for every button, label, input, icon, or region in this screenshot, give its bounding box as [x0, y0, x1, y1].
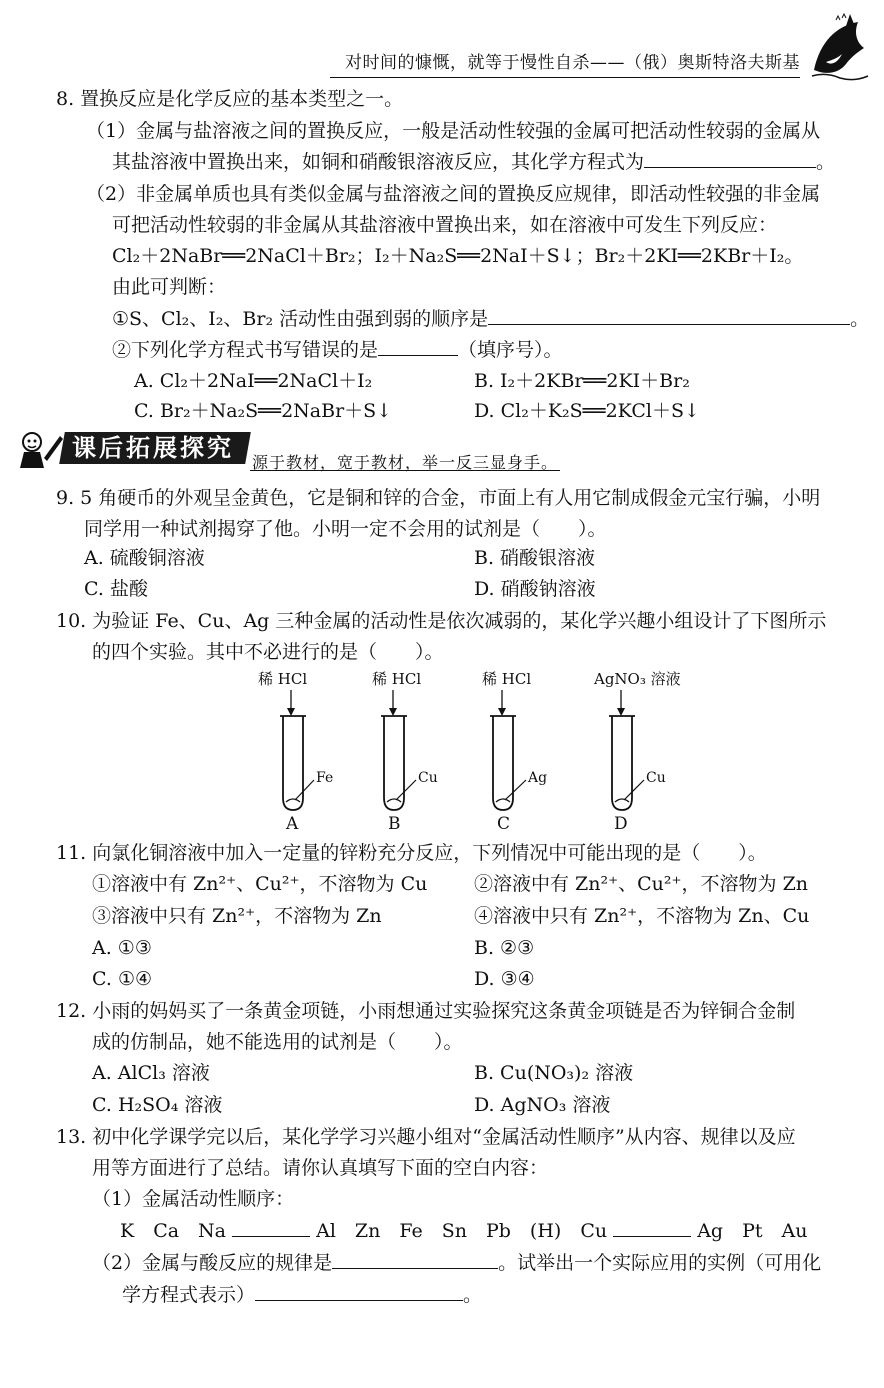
metal-label: Cu: [418, 770, 438, 786]
tube-b: [350, 668, 460, 838]
q12-line1: 12. 小雨的妈妈买了一条黄金项链，小雨想通过实验探究这条黄金项链是否为锌铜合金制: [56, 1000, 796, 1022]
reagent-label: 稀 HCl: [482, 670, 532, 688]
q11-line1: 11. 向氯化铜溶液中加入一定量的锌粉充分反应，下列情况中可能出现的是（ ）。: [56, 842, 767, 864]
q8-option-c[interactable]: C. Br₂＋Na₂S══2NaBr＋S↓: [134, 400, 393, 422]
answer-blank[interactable]: [613, 1218, 691, 1237]
section-subtitle: 源于教材，宽于教材，举一反三显身手。: [252, 453, 559, 472]
q11-option-a[interactable]: A. ①③: [92, 937, 152, 959]
test-tube-icon: [458, 686, 568, 816]
header-quote: 对时间的慷慨，就等于慢性自杀——（俄）奥斯特洛夫斯基: [330, 48, 800, 78]
tube-label: B: [388, 814, 401, 834]
pencil-figure-icon: [14, 428, 64, 470]
reagent-label: 稀 HCl: [372, 670, 422, 688]
q9-option-b[interactable]: B. 硝酸银溶液: [474, 547, 596, 569]
section-title: 课后拓展探究: [59, 432, 251, 464]
q8-sub2: ②下列化学方程式书写错误的是 （填序号）。: [112, 339, 563, 361]
q11-option-c[interactable]: C. ①④: [92, 968, 153, 990]
q11-condition-1: ①溶液中有 Zn²⁺、Cu²⁺，不溶物为 Cu: [92, 873, 428, 895]
orca-icon: [806, 12, 872, 82]
test-tube-icon: [576, 686, 686, 816]
tube-label: D: [614, 814, 628, 834]
tube-a: [250, 668, 360, 838]
q10-line1: 10. 为验证 Fe、Cu、Ag 三种金属的活动性是依次减弱的，某化学兴趣小组设计了下图所示: [56, 610, 827, 632]
q8-option-a[interactable]: A. Cl₂＋2NaI══2NaCl＋I₂: [134, 370, 373, 392]
q9-option-d[interactable]: D. 硝酸钠溶液: [474, 578, 596, 600]
q11-condition-2: ②溶液中有 Zn²⁺、Cu²⁺，不溶物为 Zn: [474, 873, 809, 895]
q8-p1-line1: （1）金属与盐溶液之间的置换反应，一般是活动性较强的金属可把活动性较弱的金属从: [86, 120, 821, 142]
q8-stem: 8. 置换反应是化学反应的基本类型之一。: [56, 88, 404, 110]
q13-line1: 13. 初中化学课学完以后，某化学学习兴趣小组对“金属活动性顺序”从内容、规律以及应: [56, 1126, 796, 1148]
q12-option-d[interactable]: D. AgNO₃ 溶液: [474, 1094, 611, 1116]
answer-blank[interactable]: [332, 1250, 498, 1269]
tube-label: C: [497, 814, 511, 834]
reagent-label: 稀 HCl: [258, 670, 308, 688]
q8-p2-line1: （2）非金属单质也具有类似金属与盐溶液之间的置换反应规律，即活动性较强的非金属: [86, 183, 821, 205]
q9-line1: 9. 5 角硬币的外观呈金黄色，它是铜和锌的合金，市面上有人用它制成假金元宝行骗，小明: [56, 487, 821, 509]
q8-option-d[interactable]: D. Cl₂＋K₂S══2KCl＋S↓: [474, 400, 700, 422]
q13-p2-line1: （2）金属与酸反应的规律是 。试举出一个实际应用的实例（可用化: [92, 1252, 822, 1274]
metal-label: Cu: [646, 770, 666, 786]
answer-blank[interactable]: [644, 149, 816, 168]
answer-blank[interactable]: [488, 306, 850, 325]
answer-blank[interactable]: [255, 1282, 463, 1301]
q9-option-a[interactable]: A. 硫酸铜溶液: [84, 547, 205, 569]
tube-d: [576, 668, 710, 838]
q8-equations: Cl₂＋2NaBr══2NaCl＋Br₂；I₂＋Na₂S══2NaI＋S↓；Br₂＋2KI══2KBr＋I₂。: [112, 245, 804, 267]
reagent-label: AgNO₃ 溶液: [594, 670, 681, 688]
q8-judge: 由此可判断：: [112, 276, 227, 298]
section-banner: [14, 428, 864, 470]
q12-option-a[interactable]: A. AlCl₃ 溶液: [92, 1062, 210, 1084]
q9-line2: 同学用一种试剂揭穿了他。小明一定不会用的试剂是（ ）。: [84, 518, 607, 540]
metal-label: Ag: [528, 770, 548, 786]
answer-blank[interactable]: [232, 1218, 310, 1237]
test-tube-apparatus: [250, 668, 710, 838]
q8-p2-line2: 可把活动性较弱的非金属从其盐溶液中置换出来，如在溶液中可发生下列反应：: [112, 214, 778, 236]
q11-condition-4: ④溶液中只有 Zn²⁺，不溶物为 Zn、Cu: [474, 905, 810, 927]
test-tube-icon: [250, 686, 360, 816]
q8-p1-line2: 其盐溶液中置换出来，如铜和硝酸银溶液反应，其化学方程式为 。: [112, 151, 836, 173]
q9-option-c[interactable]: C. 盐酸: [84, 578, 148, 600]
q12-option-b[interactable]: B. Cu(NO₃)₂ 溶液: [474, 1062, 634, 1084]
q13-line2: 用等方面进行了总结。请你认真填写下面的空白内容：: [92, 1157, 549, 1179]
tube-label: A: [286, 814, 299, 834]
test-tube-icon: [350, 686, 460, 816]
q10-line2: 的四个实验。其中不必进行的是（ ）。: [92, 641, 444, 663]
q8-sub1: ①S、Cl₂、I₂、Br₂ 活动性由强到弱的顺序是 。: [112, 308, 870, 330]
answer-blank[interactable]: [378, 337, 458, 356]
q8-option-b[interactable]: B. I₂＋2KBr══2KI＋Br₂: [474, 370, 690, 392]
q11-option-d[interactable]: D. ③④: [474, 968, 535, 990]
q13-p1: （1）金属活动性顺序：: [92, 1188, 295, 1210]
q11-option-b[interactable]: B. ②③: [474, 937, 535, 959]
q13-activity-series: K Ca Na Al Zn Fe Sn Pb (H) Cu Ag Pt Au: [120, 1220, 808, 1242]
q11-condition-3: ③溶液中只有 Zn²⁺，不溶物为 Zn: [92, 905, 382, 927]
tube-c: [458, 668, 568, 838]
q12-line2: 成的仿制品，她不能选用的试剂是（ ）。: [92, 1031, 463, 1053]
q13-p2-line2: 学方程式表示） 。: [122, 1284, 483, 1306]
metal-label: Fe: [316, 770, 334, 786]
q12-option-c[interactable]: C. H₂SO₄ 溶液: [92, 1094, 223, 1116]
section-rule: [250, 470, 560, 471]
